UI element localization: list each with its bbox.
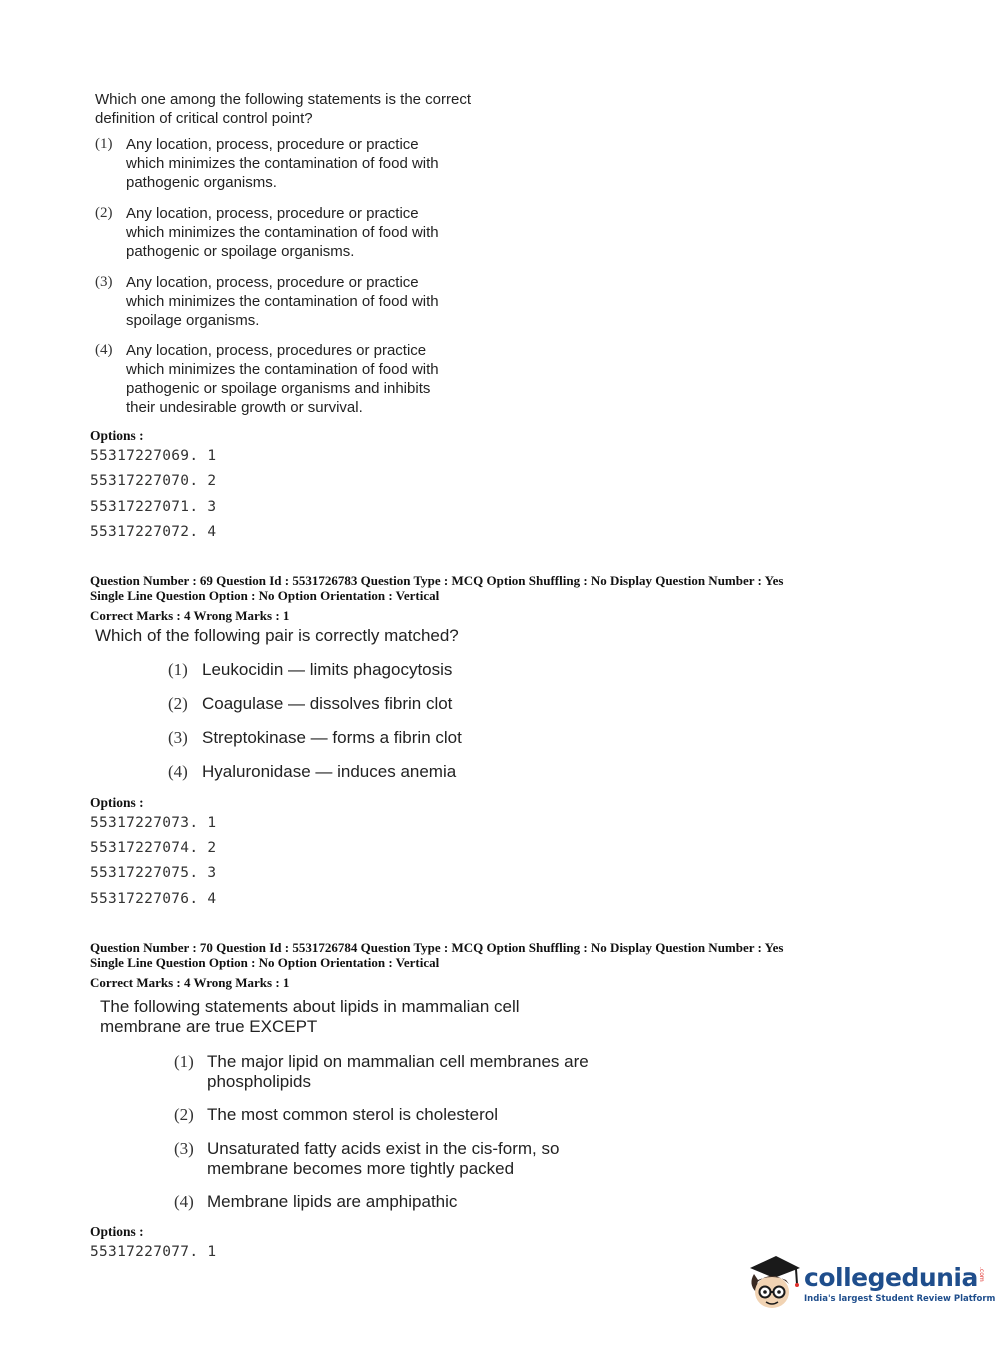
q69-option-id-1: 55317227073. 1	[90, 815, 217, 831]
q70-option-3: (3) Unsaturated fatty acids exist in the cis-form, so membrane becomes more tightly packed	[174, 1139, 560, 1178]
q70-option-id-1: 55317227077. 1	[90, 1244, 217, 1260]
q70-options-label: Options :	[90, 1224, 144, 1239]
q69-option-id-3: 55317227075. 3	[90, 865, 217, 881]
collegedunia-logo	[742, 1254, 995, 1312]
q70-option-2: (2) The most common sterol is cholesterol	[174, 1105, 498, 1124]
q70-option-1: (1) The major lipid on mammalian cell membranes are phospholipids	[174, 1052, 589, 1091]
q70-option-4: (4) Membrane lipids are amphipathic	[174, 1192, 458, 1211]
q69-stem: Which of the following pair is correctly matched?	[95, 626, 459, 645]
q70-stem: The following statements about lipids in mammalian cell membrane are true EXCEPT	[100, 997, 520, 1036]
q68-options-label: Options :	[90, 428, 144, 443]
q68-option-id-2: 55317227070. 2	[90, 473, 217, 489]
q68-option-4: (4) Any location, process, procedures or practice which minimizes the contamination of food with pathogenic or spoilage organisms and inhibits their undesirable growth or survival.	[95, 342, 439, 416]
q68-stem: Which one among the following statements is the correct definition of critical control point?	[95, 91, 472, 127]
q68-option-1: (1) Any location, process, procedure or practice which minimizes the contamination of food with pathogenic organisms.	[95, 136, 439, 191]
q69-option-1: (1) Leukocidin — limits phagocytosis	[168, 660, 453, 679]
q69-option-3: (3) Streptokinase — forms a fibrin clot	[168, 728, 462, 747]
q69-option-id-2: 55317227074. 2	[90, 840, 217, 856]
logo-name: collegedunia	[804, 1262, 978, 1292]
q69-option-2: (2) Coagulase — dissolves fibrin clot	[168, 694, 453, 713]
logo-suffix: .com	[977, 1266, 985, 1282]
q69-options-label: Options :	[90, 795, 144, 810]
mascot-icon	[742, 1254, 802, 1312]
q68-option-id-1: 55317227069. 1	[90, 448, 217, 464]
q68-option-2: (2) Any location, process, procedure or practice which minimizes the contamination of food with pathogenic or spoilage organisms.	[95, 205, 439, 260]
q68-option-id-4: 55317227072. 4	[90, 524, 217, 540]
q69-meta: Question Number : 69 Question Id : 5531726783 Question Type : MCQ Option Shuffling : No Display Question Number : Yes Single Line Question Option : No Option Orientation : Vertical Correct Marks : 4 Wrong Marks : 1	[90, 573, 784, 623]
q68-option-id-3: 55317227071. 3	[90, 499, 217, 515]
logo-tagline: India's largest Student Review Platform	[804, 1293, 996, 1304]
q68-option-3: (3) Any location, process, procedure or practice which minimizes the contamination of food with spoilage organisms.	[95, 274, 439, 329]
q70-meta: Question Number : 70 Question Id : 5531726784 Question Type : MCQ Option Shuffling : No Display Question Number : Yes Single Line Question Option : No Option Orientation : Vertical Correct Marks : 4 Wrong Marks : 1	[90, 940, 784, 990]
q69-option-id-4: 55317227076. 4	[90, 891, 217, 907]
q69-option-4: (4) Hyaluronidase — induces anemia	[168, 762, 457, 781]
